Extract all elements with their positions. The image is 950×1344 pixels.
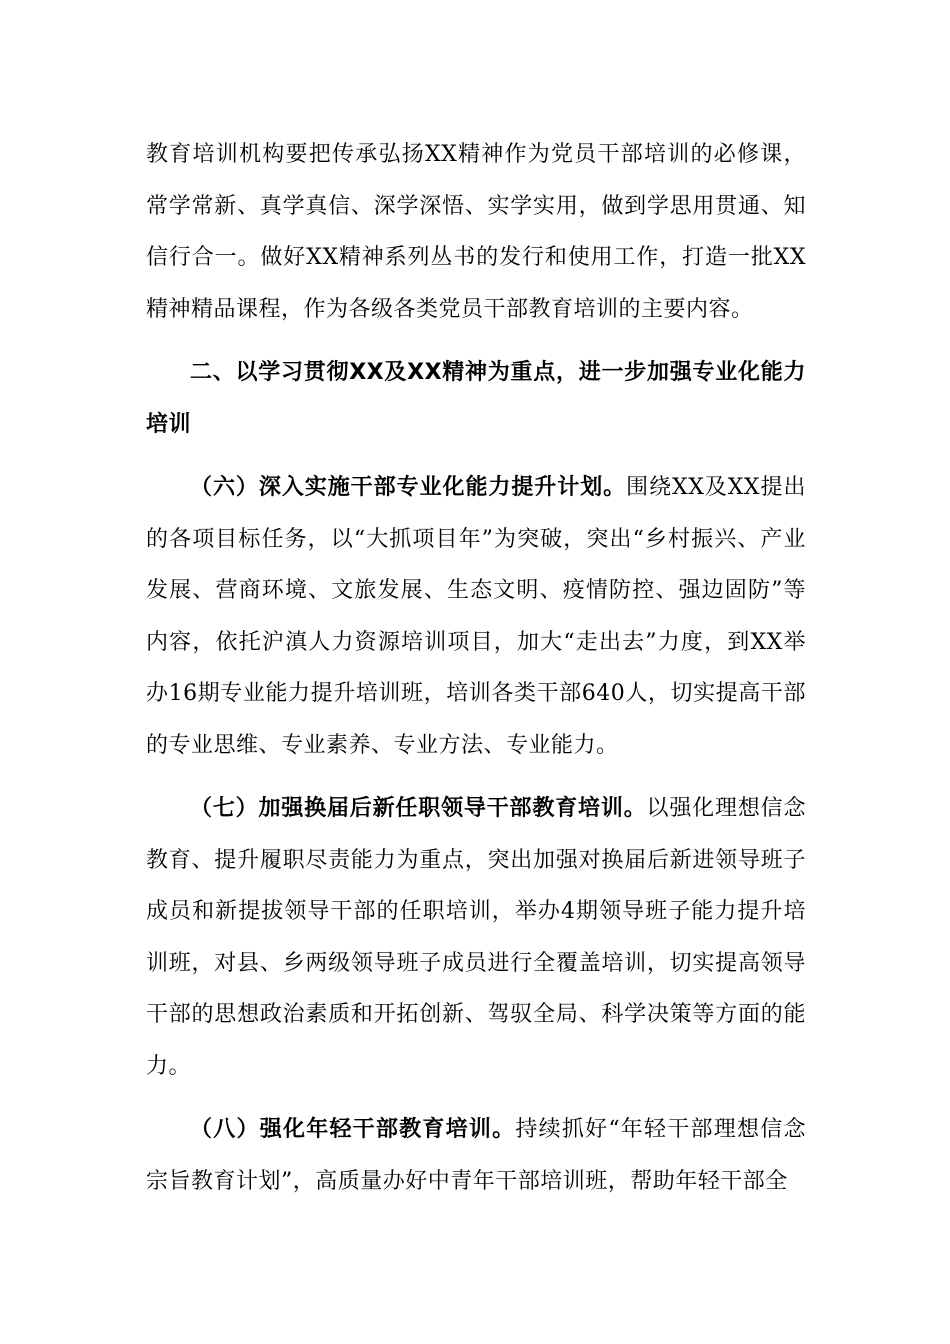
subsection-6 [146, 462, 806, 771]
subsection-7 [146, 783, 806, 1092]
subsection-8-body: 持续抓好“年轻干部理想信念宗旨教育计划”，高质量办好中青年干部培训班，帮助年轻干部全 [146, 1117, 806, 1194]
paragraph-intro: 教育培训机构要把传承弘扬XX精神作为党员干部培训的必修课，常学常新、真学真信、深学深悟、实学实用，做到学思用贯通、知信行合一。做好XX精神系列丛书的发行和使用工作，打造一批XX精神精品课程，作为各级各类党员干部教育培训的主要内容。 [146, 142, 806, 322]
section-heading-2: 二、以学习贯彻XX及XX精神为重点，进一步加强专业化能力培训 [146, 360, 806, 437]
subsection-7-body: 以强化理想信念教育、提升履职尽责能力为重点，突出加强对换届后新进领导班子成员和新提拔领导干部的任职培训，举办4期领导班子能力提升培训班，对县、乡两级领导班子成员进行全覆盖培训，切实提高领导干部的思想政治素质和开拓创新、驾驭全局、科学决策等方面的能力。 [146, 796, 806, 1079]
subsection-8-title: （八）强化年轻干部教育培训。 [190, 1117, 516, 1142]
subsection-8 [146, 1104, 806, 1207]
subsection-6-title: （六）深入实施干部专业化能力提升计划。 [190, 475, 627, 500]
subsection-6-body: 围绕XX及XX提出的各项目标任务，以“大抓项目年”为突破，突出“乡村振兴、产业发展、营商环境、文旅发展、生态文明、疫情防控、强边固防”等内容，依托沪滇人力资源培训项目，加大“走出去”力度，到XX举办16期专业能力提升培训班，培训各类干部640人，切实提高干部的专业思维、专业素养、专业方法、专业能力。 [146, 475, 806, 758]
document-body [146, 129, 806, 1207]
subsection-7-title: （七）加强换届后新任职领导干部教育培训。 [190, 796, 647, 821]
